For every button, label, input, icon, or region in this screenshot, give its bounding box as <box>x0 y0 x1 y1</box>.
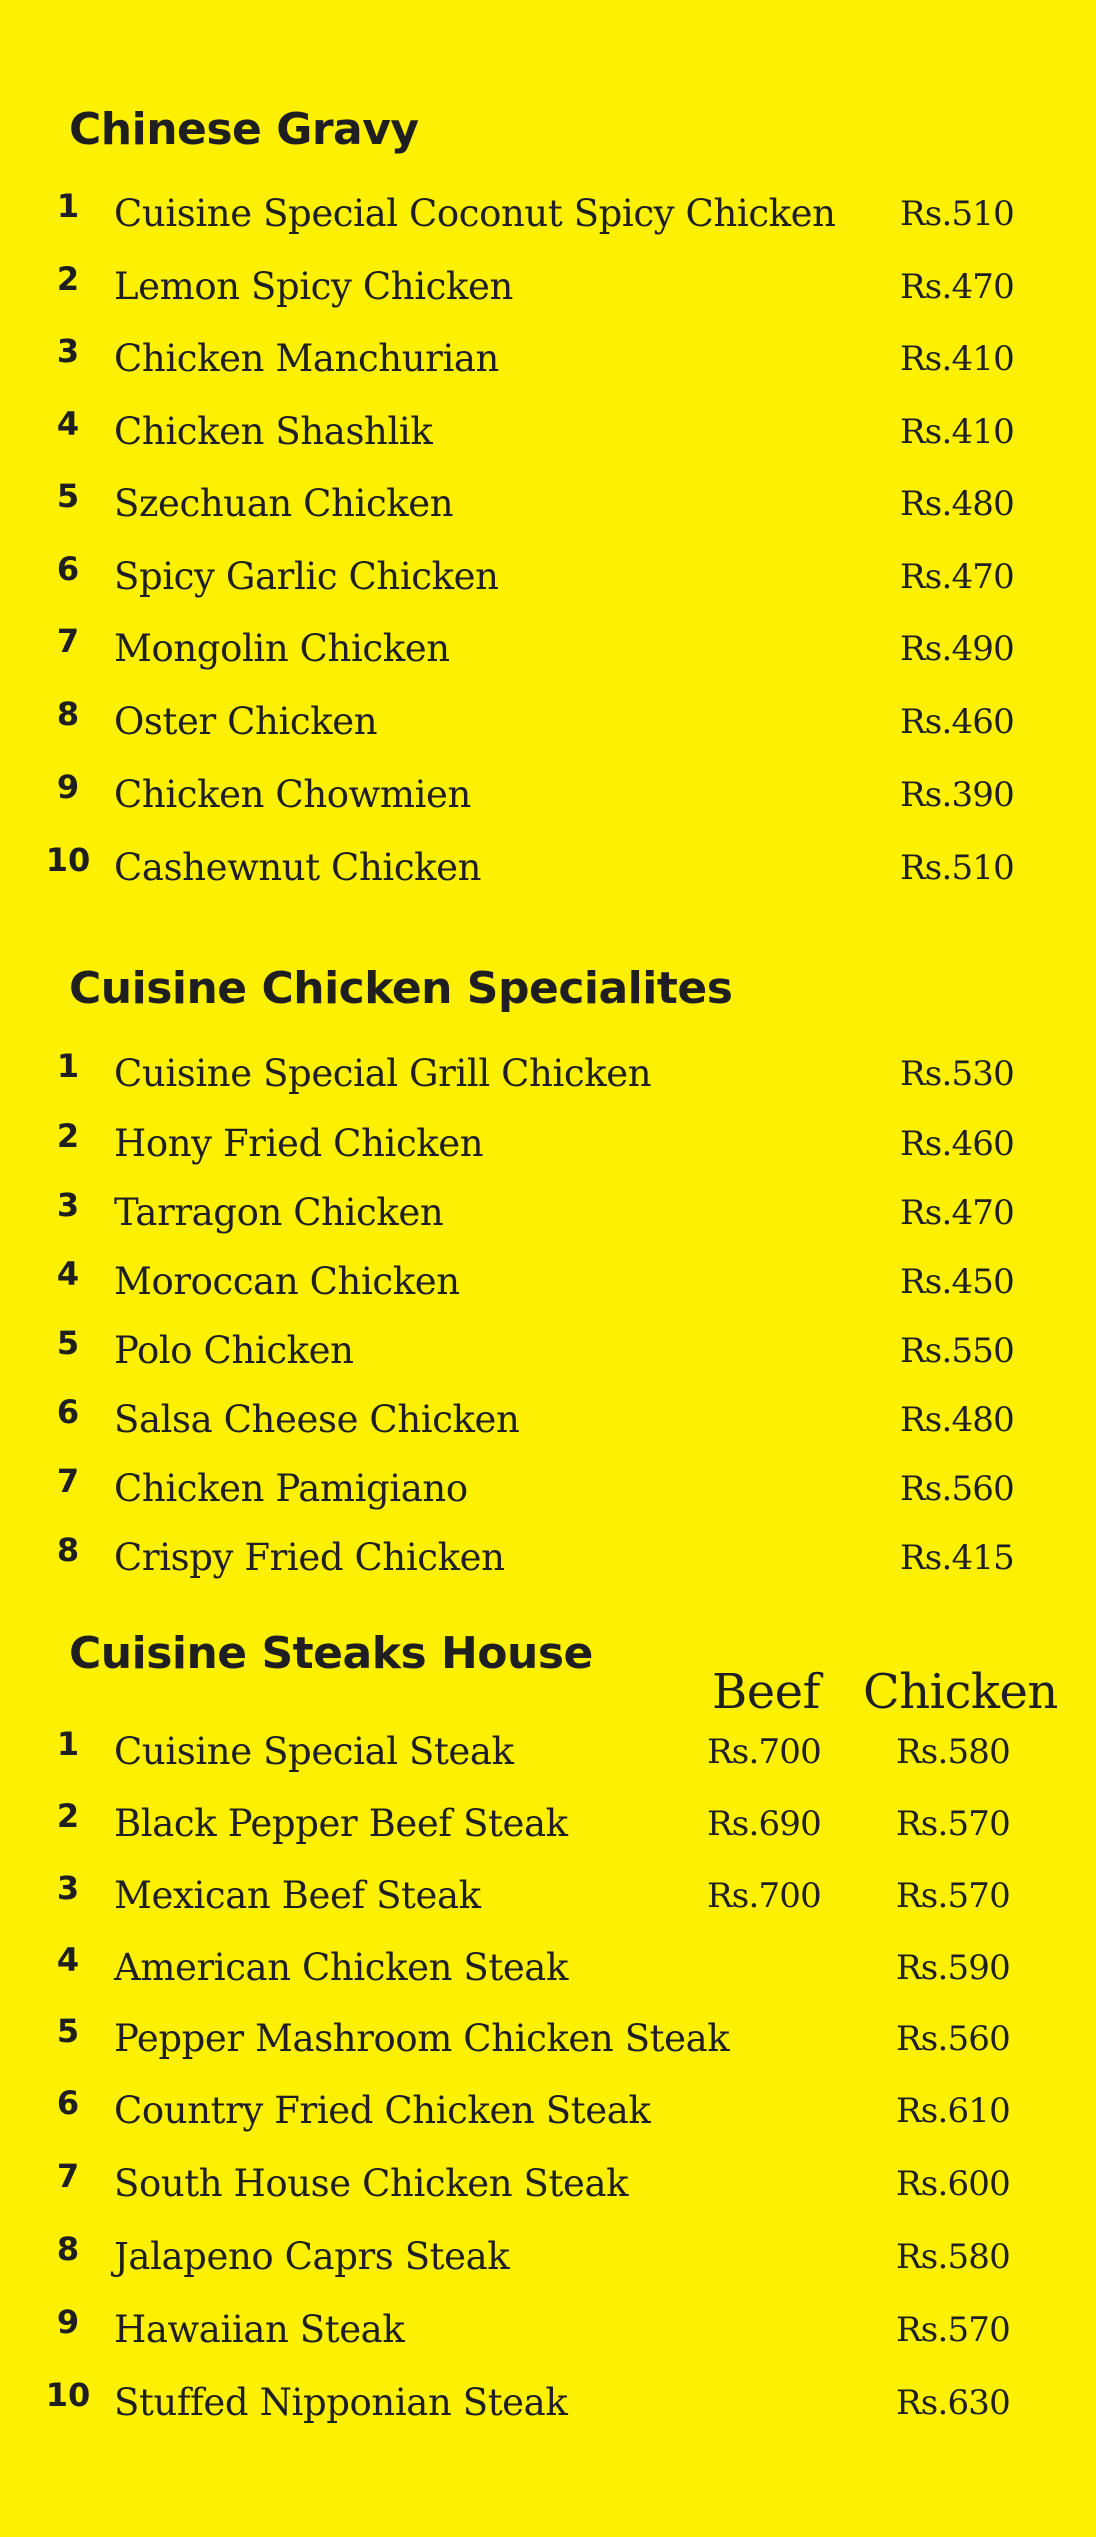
menu-item <box>0 184 1096 244</box>
menu-item <box>0 692 1096 752</box>
menu-item <box>0 1390 1096 1450</box>
item-number: 10 <box>45 841 91 879</box>
item-number: 5 <box>56 477 80 515</box>
item-name: Moroccan Chicken <box>114 1260 460 1303</box>
item-price: Rs.480 <box>900 1400 1014 1440</box>
item-name: Black Pepper Beef Steak <box>114 1802 568 1845</box>
item-price: Rs.460 <box>900 1124 1014 1164</box>
menu-item <box>0 838 1096 898</box>
item-name: Chicken Pamigiano <box>114 1467 468 1510</box>
item-number: 10 <box>45 2376 91 2414</box>
item-price: Rs.460 <box>900 702 1014 742</box>
menu-item <box>0 1459 1096 1519</box>
section-title-steaks-house: Cuisine Steaks House <box>69 1628 593 1679</box>
item-name: Chicken Shashlik <box>114 410 433 453</box>
item-name: Crispy Fried Chicken <box>114 1536 505 1579</box>
menu-item <box>0 1938 1096 1998</box>
menu-item <box>0 619 1096 679</box>
item-name: Mexican Beef Steak <box>114 1874 481 1917</box>
item-name: Tarragon Chicken <box>114 1191 444 1234</box>
item-name: Stuffed Nipponian Steak <box>114 2381 568 2424</box>
item-name: Cuisine Special Steak <box>114 1730 514 1773</box>
item-number: 1 <box>56 1725 80 1763</box>
item-price: Rs.450 <box>900 1262 1014 1302</box>
item-number: 3 <box>56 332 80 370</box>
item-name: Spicy Garlic Chicken <box>114 555 499 598</box>
menu-item <box>0 329 1096 389</box>
item-price-chicken: Rs.600 <box>896 2164 1010 2204</box>
item-price: Rs.480 <box>900 484 1014 524</box>
menu-item <box>0 1044 1096 1104</box>
item-name: Pepper Mashroom Chicken Steak <box>114 2017 730 2060</box>
item-name: Chicken Chowmien <box>114 773 471 816</box>
item-price: Rs.470 <box>900 267 1014 307</box>
menu-item <box>0 2009 1096 2069</box>
item-name: Hony Fried Chicken <box>114 1122 484 1165</box>
item-price: Rs.530 <box>900 1054 1014 1094</box>
section-title-chinese-gravy: Chinese Gravy <box>69 104 419 155</box>
item-number: 7 <box>56 622 80 660</box>
menu-item <box>0 1321 1096 1381</box>
item-number: 4 <box>56 1941 80 1979</box>
item-price: Rs.510 <box>900 194 1014 234</box>
item-price-chicken: Rs.610 <box>896 2091 1010 2131</box>
item-number: 7 <box>56 2157 80 2195</box>
item-price-chicken: Rs.580 <box>896 2237 1010 2277</box>
item-price: Rs.490 <box>900 629 1014 669</box>
item-price: Rs.410 <box>900 412 1014 452</box>
menu-item <box>0 402 1096 462</box>
item-price-beef: Rs.690 <box>707 1804 821 1844</box>
item-price: Rs.410 <box>900 339 1014 379</box>
menu-item <box>0 2227 1096 2287</box>
menu-item <box>0 1183 1096 1243</box>
item-name: Chicken Manchurian <box>114 337 499 380</box>
item-price-chicken: Rs.590 <box>896 1948 1010 1988</box>
item-name: Country Fried Chicken Steak <box>114 2089 651 2132</box>
column-header-beef: Beef <box>712 1664 820 1720</box>
item-number: 8 <box>56 1531 80 1569</box>
menu-item <box>0 2373 1096 2433</box>
item-number: 5 <box>56 2012 80 2050</box>
item-price-chicken: Rs.570 <box>896 1876 1010 1916</box>
item-name: Oster Chicken <box>114 700 378 743</box>
item-number: 4 <box>56 405 80 443</box>
column-header-chicken: Chicken <box>863 1664 1058 1720</box>
item-name: Cuisine Special Coconut Spicy Chicken <box>114 192 836 235</box>
item-number: 2 <box>56 260 80 298</box>
item-name: American Chicken Steak <box>114 1946 568 1989</box>
item-number: 2 <box>56 1117 80 1155</box>
item-price-beef: Rs.700 <box>707 1732 821 1772</box>
item-name: Polo Chicken <box>114 1329 354 1372</box>
menu-item <box>0 2154 1096 2214</box>
menu-item <box>0 1114 1096 1174</box>
item-name: Hawaiian Steak <box>114 2308 405 2351</box>
item-price: Rs.390 <box>900 775 1014 815</box>
item-name: Szechuan Chicken <box>114 482 454 525</box>
section-title-chicken-specialites: Cuisine Chicken Specialites <box>69 963 733 1014</box>
menu-item <box>0 1252 1096 1312</box>
item-name: Mongolin Chicken <box>114 627 450 670</box>
item-price: Rs.510 <box>900 848 1014 888</box>
menu-item <box>0 257 1096 317</box>
item-name: Cashewnut Chicken <box>114 846 482 889</box>
item-price: Rs.415 <box>900 1538 1014 1578</box>
item-number: 4 <box>56 1255 80 1293</box>
menu-item <box>0 765 1096 825</box>
item-price-chicken: Rs.630 <box>896 2383 1010 2423</box>
item-number: 8 <box>56 695 80 733</box>
item-price-chicken: Rs.580 <box>896 1732 1010 1772</box>
item-number: 8 <box>56 2230 80 2268</box>
item-number: 3 <box>56 1869 80 1907</box>
item-number: 1 <box>56 187 80 225</box>
item-number: 2 <box>56 1797 80 1835</box>
menu-item <box>0 1722 1096 1782</box>
item-number: 6 <box>56 1393 80 1431</box>
menu-item <box>0 2081 1096 2141</box>
item-price: Rs.470 <box>900 557 1014 597</box>
item-number: 5 <box>56 1324 80 1362</box>
item-name: South House Chicken Steak <box>114 2162 629 2205</box>
item-price-chicken: Rs.570 <box>896 2310 1010 2350</box>
item-name: Jalapeno Caprs Steak <box>114 2235 510 2278</box>
menu-item <box>0 1794 1096 1854</box>
item-price-chicken: Rs.560 <box>896 2019 1010 2059</box>
item-number: 1 <box>56 1047 80 1085</box>
item-number: 6 <box>56 550 80 588</box>
item-number: 3 <box>56 1186 80 1224</box>
menu-item <box>0 547 1096 607</box>
item-number: 7 <box>56 1462 80 1500</box>
item-price: Rs.470 <box>900 1193 1014 1233</box>
item-name: Cuisine Special Grill Chicken <box>114 1052 652 1095</box>
item-number: 9 <box>56 768 80 806</box>
item-name: Salsa Cheese Chicken <box>114 1398 520 1441</box>
item-name: Lemon Spicy Chicken <box>114 265 513 308</box>
menu-item <box>0 474 1096 534</box>
item-number: 9 <box>56 2303 80 2341</box>
menu-item <box>0 1866 1096 1926</box>
menu-item <box>0 1528 1096 1588</box>
item-price: Rs.560 <box>900 1469 1014 1509</box>
item-price-beef: Rs.700 <box>707 1876 821 1916</box>
item-price: Rs.550 <box>900 1331 1014 1371</box>
item-price-chicken: Rs.570 <box>896 1804 1010 1844</box>
item-number: 6 <box>56 2084 80 2122</box>
menu-item <box>0 2300 1096 2360</box>
